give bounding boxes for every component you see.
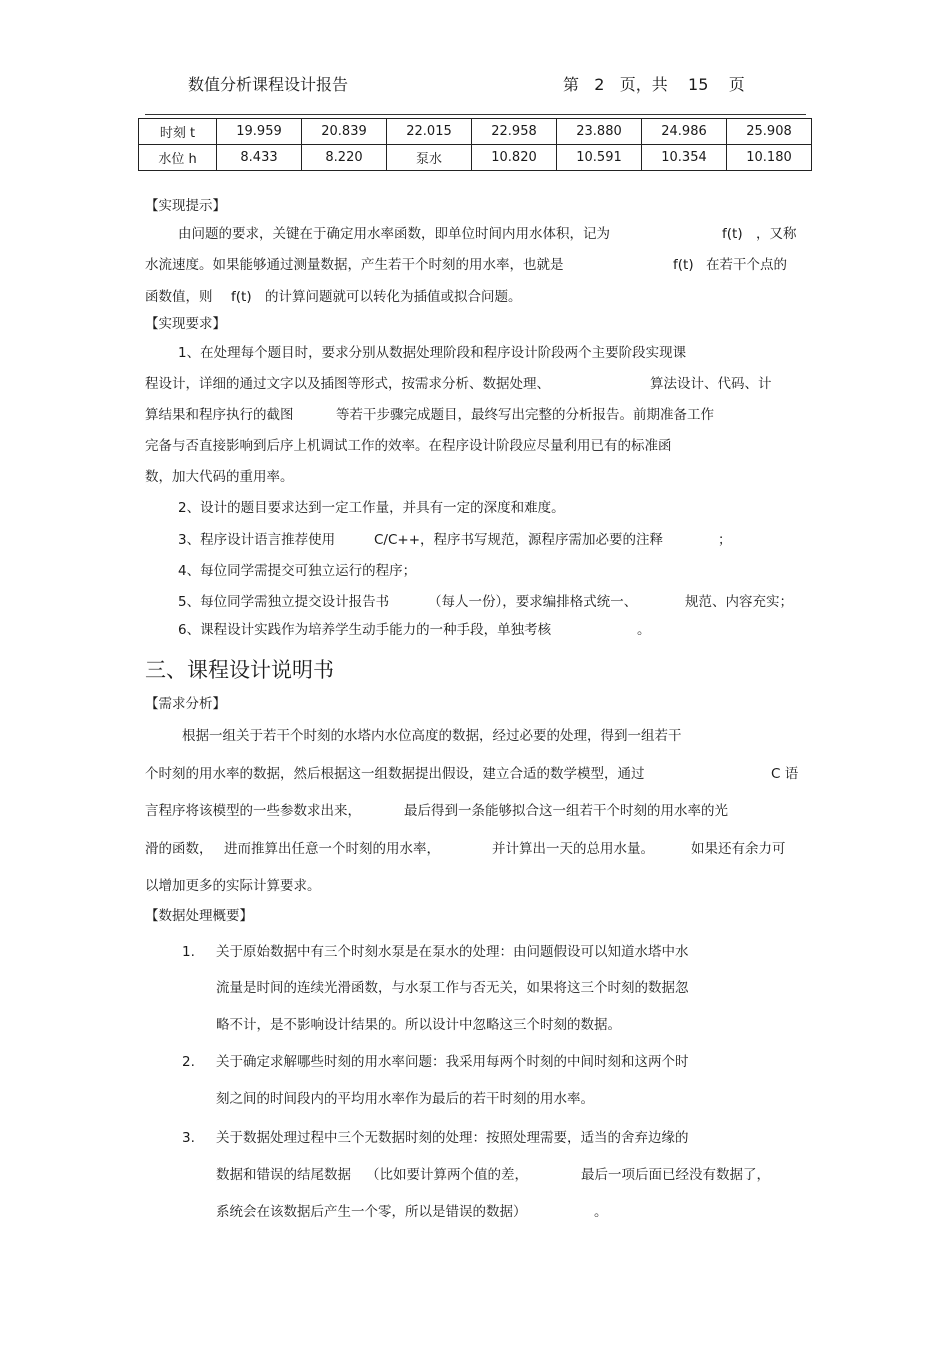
hint-text: f(t) <box>231 289 252 305</box>
list-item: 关于数据处理过程中三个无数据时刻的处理：按照处理需要，适当的舍弃边缘的 <box>216 1130 689 1146</box>
requirement-text: 规范、内容充实； <box>685 594 793 610</box>
table-cell: 8.433 <box>217 145 302 171</box>
analysis-text: 个时刻的用水率的数据，然后根据这一组数据提出假设，建立合适的数学模型，通过 <box>145 766 645 782</box>
analysis-text: 根据一组关于若干个时刻的水塔内水位高度的数据，经过必要的处理，得到一组若干 <box>182 728 682 744</box>
requirement-text: 数，加大代码的重用率。 <box>145 469 294 485</box>
table-cell: 24.986 <box>642 119 727 145</box>
analysis-text: 如果还有余力可 <box>691 841 786 857</box>
analysis-text: 最后得到一条能够拟合这一组若干个时刻的用水率的光 <box>404 803 728 819</box>
header-rule <box>145 114 806 115</box>
list-item: 关于原始数据中有三个时刻水泵是在泵水的处理：由问题假设可以知道水塔中水 <box>216 944 689 960</box>
list-item: 。 <box>594 1204 608 1220</box>
requirement-text: 3、程序设计语言推荐使用 <box>178 532 336 548</box>
hint-text: 水流速度。如果能够通过测量数据，产生若干个时刻的用水率，也就是 <box>145 257 564 273</box>
list-item: 最后一项后面已经没有数据了， <box>581 1167 770 1183</box>
table-cell: 泵水 <box>387 145 472 171</box>
table-cell: 10.591 <box>557 145 642 171</box>
row-label-time: 时刻 t <box>139 119 217 145</box>
list-item: 流量是时间的连续光滑函数，与水泵工作与否无关，如果将这三个时刻的数据忽 <box>216 980 689 996</box>
table-cell: 10.354 <box>642 145 727 171</box>
requirement-text: 程设计，详细的通过文字以及插图等形式，按需求分析、数据处理、 <box>145 376 550 392</box>
table-cell: 25.908 <box>727 119 812 145</box>
list-number: 3. <box>182 1130 195 1146</box>
analysis-text: 并计算出一天的总用水量。 <box>492 841 654 857</box>
list-item: （比如要计算两个值的差， <box>366 1167 528 1183</box>
list-item: 略不计，是不影响设计结果的。所以设计中忽略这三个时刻的数据。 <box>216 1017 621 1033</box>
page-number: 第 2 页，共 15 页 <box>563 75 745 94</box>
requirement-text: 等若干步骤完成题目，最终写出完整的分析报告。前期准备工作 <box>336 407 714 423</box>
report-title: 数值分析课程设计报告 <box>188 75 349 94</box>
data-processing-heading: 【数据处理概要】 <box>145 908 253 924</box>
hint-text: f(t) <box>673 257 694 273</box>
table-cell: 10.180 <box>727 145 812 171</box>
hint-text: f(t) <box>722 226 743 242</box>
hint-text: ，又称 <box>756 226 797 242</box>
requirement-text: 算结果和程序执行的截图 <box>145 407 294 423</box>
table-row <box>139 119 812 145</box>
analysis-text: 进而推算出任意一个时刻的用水率， <box>224 841 440 857</box>
requirements-heading: 【实现要求】 <box>145 316 226 332</box>
analysis-heading: 【需求分析】 <box>145 696 226 712</box>
requirement-text: 4、每位同学需提交可独立运行的程序； <box>178 563 417 579</box>
list-number: 1. <box>182 944 195 960</box>
table-cell: 10.820 <box>472 145 557 171</box>
analysis-text: 言程序将该模型的一些参数求出来， <box>145 803 361 819</box>
table-cell: 23.880 <box>557 119 642 145</box>
requirement-text: （每人一份），要求编排格式统一、 <box>428 594 638 610</box>
table-cell: 22.015 <box>387 119 472 145</box>
list-item: 刻之间的时间段内的平均用水率作为最后的若干时刻的用水率。 <box>216 1091 594 1107</box>
requirement-text: 5、每位同学需独立提交设计报告书 <box>178 594 390 610</box>
list-item: 数据和错误的结尾数据 <box>216 1167 351 1183</box>
section-title: 三、课程设计说明书 <box>145 658 334 682</box>
hint-heading: 【实现提示】 <box>145 198 226 214</box>
list-number: 2. <box>182 1054 195 1070</box>
hint-text: 函数值，则 <box>145 289 213 305</box>
analysis-text: 以增加更多的实际计算要求。 <box>145 878 321 894</box>
table-cell: 22.958 <box>472 119 557 145</box>
table-row <box>139 145 812 171</box>
table-cell: 19.959 <box>217 119 302 145</box>
list-item: 系统会在该数据后产生一个零，所以是错误的数据） <box>216 1204 527 1220</box>
requirement-text: 完备与否直接影响到后序上机调试工作的效率。在程序设计阶段应尽量利用已有的标准函 <box>145 438 672 454</box>
table-cell: 20.839 <box>302 119 387 145</box>
hint-text: 在若干个点的 <box>706 257 787 273</box>
list-item: 关于确定求解哪些时刻的用水率问题：我采用每两个时刻的中间时刻和这两个时 <box>216 1054 689 1070</box>
requirement-text: 6、课程设计实践作为培养学生动手能力的一种手段，单独考核 <box>178 622 552 638</box>
requirement-text: 1、在处理每个题目时，要求分别从数据处理阶段和程序设计阶段两个主要阶段实现课 <box>178 345 687 361</box>
requirement-text: C/C++，程序书写规范，源程序需加必要的注释 <box>374 532 664 548</box>
water-level-table <box>138 118 812 171</box>
row-label-level: 水位 h <box>139 145 217 171</box>
requirement-text: ； <box>718 532 732 548</box>
requirement-text: 算法设计、代码、计 <box>650 376 772 392</box>
requirement-text: 。 <box>637 622 651 638</box>
analysis-text: C 语 <box>771 766 799 782</box>
requirement-text: 2、设计的题目要求达到一定工作量，并具有一定的深度和难度。 <box>178 500 565 516</box>
hint-text: 由问题的要求，关键在于确定用水率函数，即单位时间内用水体积，记为 <box>178 226 610 242</box>
table-cell: 8.220 <box>302 145 387 171</box>
analysis-text: 滑的函数， <box>145 841 213 857</box>
hint-text: 的计算问题就可以转化为插值或拟合问题。 <box>265 289 522 305</box>
